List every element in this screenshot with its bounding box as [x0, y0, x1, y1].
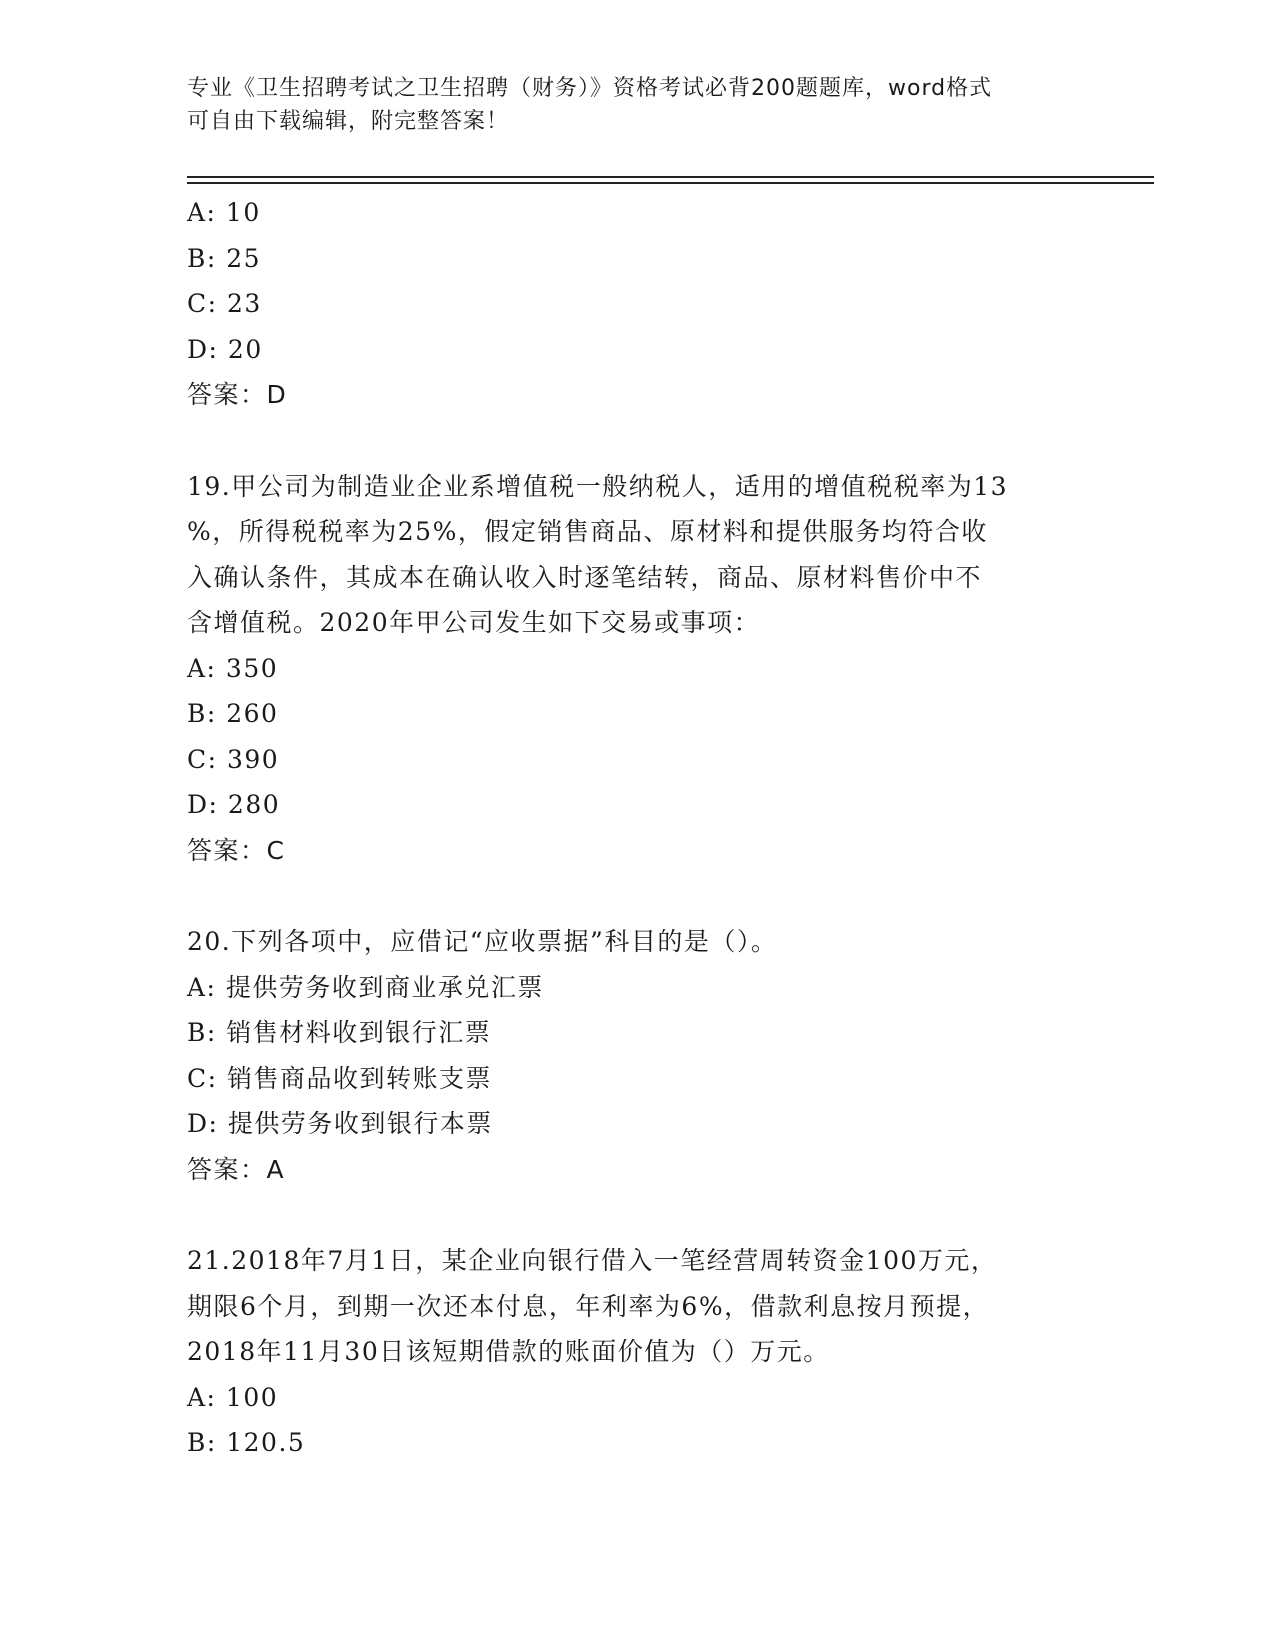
option-c: C: 23: [187, 289, 262, 318]
option-d: D: 280: [187, 790, 281, 819]
question-stem-line: %，所得税税率为25%，假定销售商品、原材料和提供服务均符合收: [187, 517, 988, 546]
document-header: [187, 72, 1067, 138]
option-c: C: 销售商品收到转账支票: [187, 1063, 492, 1093]
option-c: C: 390: [187, 744, 280, 774]
header-divider-top: [187, 176, 1154, 178]
answer: 答案：C: [187, 835, 286, 865]
question-list: [187, 190, 1087, 1466]
option-a: A: 350: [187, 653, 279, 683]
option-b: B: 260: [187, 699, 279, 728]
spacer: [187, 1192, 1087, 1238]
question-stem-line: 21.2018年7月1日，某企业向银行借入一笔经营周转资金100万元，: [187, 1246, 998, 1275]
option-a: A: 提供劳务收到商业承兑汇票: [187, 972, 544, 1002]
question-20: [187, 919, 1087, 1192]
header-divider-bottom: [187, 182, 1154, 184]
spacer: [187, 418, 1087, 464]
option-b: B: 120.5: [187, 1428, 306, 1457]
option-a: A: 100: [187, 1382, 279, 1412]
question-stem-line: 2018年11月30日该短期借款的账面价值为（）万元。: [187, 1337, 830, 1366]
question-21: [187, 1238, 1087, 1466]
answer: 答案：A: [187, 1154, 286, 1184]
option-a: A: 10: [187, 198, 261, 227]
spacer: [187, 873, 1087, 919]
question-stem-line: 20.下列各项中，应借记“应收票据”科目的是（）。: [187, 927, 778, 956]
option-d: D: 提供劳务收到银行本票: [187, 1109, 493, 1138]
header-line-2: 可自由下载编辑，附完整答案！: [187, 109, 510, 134]
question-19: [187, 464, 1087, 874]
question-stem-line: 期限6个月，到期一次还本付息，年利率为6%，借款利息按月预提，: [187, 1291, 990, 1321]
option-d: D: 20: [187, 334, 263, 364]
option-b: B: 25: [187, 243, 262, 273]
question-stem-line: 入确认条件，其成本在确认收入时逐笔结转，商品、原材料售价中不: [187, 562, 983, 592]
question-stem-line: 19.甲公司为制造业企业系增值税一般纳税人，适用的增值税税率为13: [187, 471, 1009, 501]
question-stem-line: 含增值税。2020年甲公司发生如下交易或事项：: [187, 608, 761, 637]
question-18: [187, 190, 1087, 418]
option-b: B: 销售材料收到银行汇票: [187, 1018, 492, 1047]
answer: 答案：D: [187, 380, 288, 409]
header-line-1: 专业《卫生招聘考试之卫生招聘（财务）》资格考试必背200题题库，word格式: [187, 76, 993, 101]
